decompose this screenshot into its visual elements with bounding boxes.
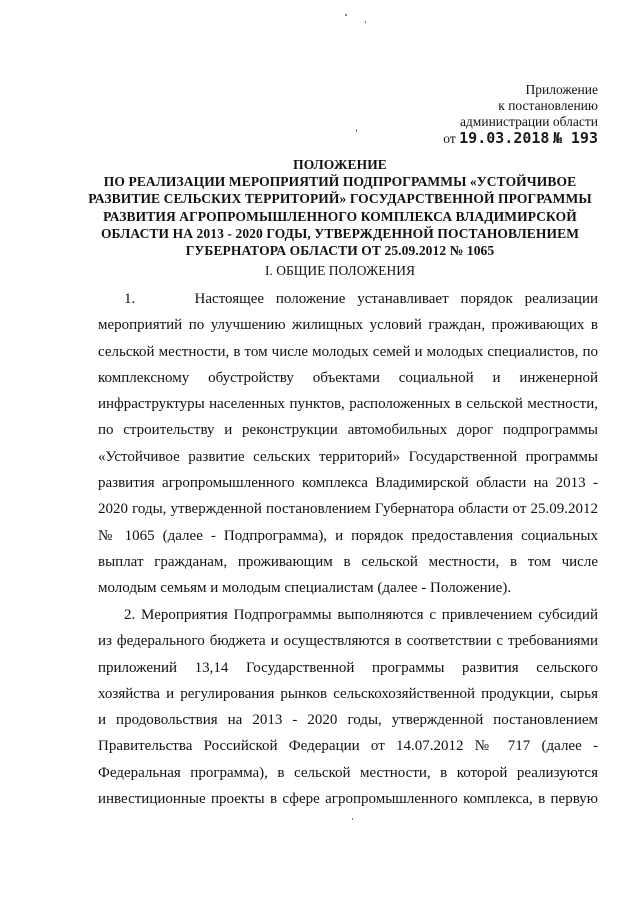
paragraph-line: 2020 годы, утвержденной постановлением Губернатора области от 25.09.2012 (98, 501, 598, 518)
scan-speck (352, 818, 353, 820)
appendix-line: к постановлению (498, 98, 598, 113)
title-line: ГУБЕРНАТОРА ОБЛАСТИ ОТ 25.09.2012 № 1065 (185, 243, 495, 259)
title-line: ПОЛОЖЕНИЕ (293, 157, 387, 172)
scan-speck (345, 14, 347, 16)
appendix-header (443, 82, 598, 147)
paragraph-line: развития агропромышленного комплекса Владимирской области на 2013 - (98, 475, 598, 492)
title-line: ОБЛАСТИ НА 2013 - 2020 ГОДЫ, УТВЕРЖДЕННОЙ ПОСТАНОВЛЕНИЕМ (100, 225, 580, 241)
title-line: ПО РЕАЛИЗАЦИИ МЕРОПРИЯТИЙ ПОДПРОГРАММЫ «УСТОЙЧИВОЕ (103, 174, 577, 190)
paragraph-line: 2. Мероприятия Подпрограммы выполняются с привлечением субсидий (124, 607, 598, 623)
paragraph-line: мероприятий по улучшению жилищных условий граждан, проживающих в (98, 317, 598, 334)
paragraph-line: выплат гражданам, проживающим в сельской местности, в том числе (98, 553, 598, 570)
scan-speck (356, 129, 357, 132)
number-stamp: № 193 (552, 129, 598, 147)
paragraph-2 (98, 602, 598, 812)
paragraph-line: «Устойчивое развитие сельских территорий» Государственной программы (98, 448, 598, 465)
paragraph-line: комплексному обустройству объектами социальной и инженерной (98, 369, 598, 386)
paragraph-line: Правительства Российской Федерации от 14.07.2012 № 717 (далее - (98, 738, 598, 755)
from-label: от (443, 131, 456, 146)
paragraph-line: и продовольствия на 2013 - 2020 годы, утвержденной постановлением (98, 712, 598, 729)
title-line: РАЗВИТИЯ АГРОПРОМЫШЛЕННОГО КОМПЛЕКСА ВЛАДИМИРСКОЙ (103, 208, 577, 224)
appendix-date-line (443, 130, 598, 147)
paragraph-line: инвестиционные проекты в сфере агропромышленного комплекса, в первую (98, 791, 598, 808)
paragraph-line: молодым семьям и молодым специалистам (далее - Положение). (98, 580, 512, 597)
paragraph-line: приложений 13,14 Государственной программы развития сельского (98, 659, 598, 676)
paragraph-1 (98, 286, 598, 602)
date-stamp: 19.03.2018 (459, 129, 550, 147)
appendix-line: Приложение (525, 82, 598, 97)
document-title (80, 156, 600, 259)
paragraph-line: сельской местности, в том числе молодых семей и молодых специалистов, по (98, 343, 598, 360)
section-heading: I. ОБЩИЕ ПОЛОЖЕНИЯ (265, 263, 415, 278)
paragraph-line: № 1065 (далее - Подпрограмма), и порядок предоставления социальных (98, 527, 598, 544)
paragraph-line: Федеральная программа), в сельской местности, в которой реализуются (98, 764, 598, 781)
paragraph-line: по строительству и реконструкции автомобильных дорог подпрограммы (98, 422, 598, 439)
paragraph-line: из федерального бюджета и осуществляются в соответствии с требованиями (98, 633, 598, 650)
title-line: РАЗВИТИЕ СЕЛЬСКИХ ТЕРРИТОРИЙ» ГОСУДАРСТВЕННОЙ ПРОГРАММЫ (88, 191, 592, 207)
paragraph-line: 1. Настоящее положение устанавливает порядок реализации (124, 291, 598, 307)
paragraph-line: хозяйства и регулирования рынков сельскохозяйственной продукции, сырья (98, 685, 598, 702)
appendix-line: администрации области (459, 114, 598, 129)
scan-speck (365, 21, 366, 23)
paragraph-line: инфраструктуры населенных пунктов, расположенных в сельской местности, (98, 396, 598, 413)
